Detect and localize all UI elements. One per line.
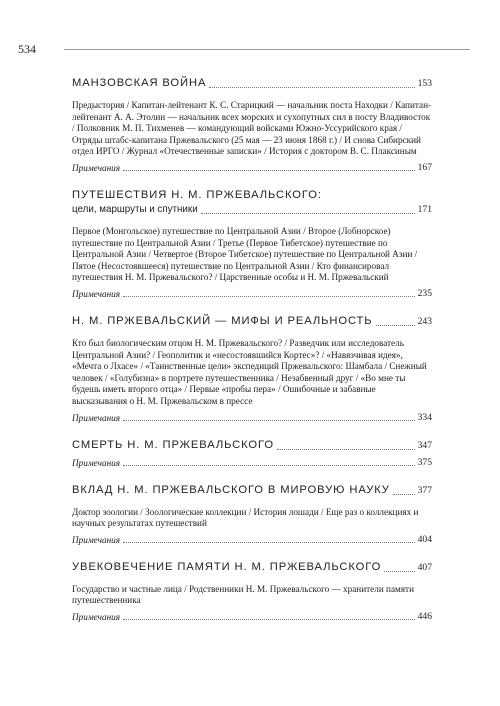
page-number: 534 <box>18 42 36 56</box>
toc-section <box>72 438 432 469</box>
notes-label: Примечания <box>72 412 121 423</box>
section-title: МАНЗОВСКАЯ ВОЙНА <box>72 77 207 89</box>
section-description: Доктор зоологии / Зоологические коллекции / История лошади / Еще раз о коллекциях и научных результатах путешествий <box>72 506 419 529</box>
notes-row <box>72 611 432 623</box>
section-page: 347 <box>417 439 432 451</box>
section-title: СМЕРТЬ Н. М. ПРЖЕВАЛЬСКОГО <box>72 438 274 451</box>
section-description: Первое (Монгольское) путешествие по Центральной Азии / Второе (Лобнорское) путешествие по Центральной Азии / Третье (Первое Тибетское) путешествие по Центральной Азии / Четвертое (Второе Тибетское) путешествие по Центральной Азии / Пятое (Несостоявшееся) путешествие по Центральной Азии / Кто финансировал путешествия Н. М. Пржевальского? / Царственные особы и Н. М. Пржевальский <box>72 225 418 283</box>
section-title: ВКЛАД Н. М. ПРЖЕВАЛЬСКОГО В МИРОВУЮ НАУКУ <box>72 483 390 496</box>
notes-row <box>72 534 432 546</box>
dot-leader <box>123 465 415 466</box>
notes-page: 235 <box>417 287 432 299</box>
section-title: ПУТЕШЕСТВИЯ Н. М. ПРЖЕВАЛЬСКОГО: <box>72 188 322 201</box>
dot-leader <box>393 494 415 495</box>
notes-page: 167 <box>417 161 432 173</box>
toc-section <box>72 76 432 174</box>
section-description: Предыстория / Капитан-лейтенант К. С. Старицкий — начальник поста Находки / Капитан-лейтенант А. А. Этолин — начальник всех морских и сухопутных сил в посту Владивосток / Полковник М. П. Тихменев — командующий войсками Южно-Уссурийского края / Отряды штабс-капитана Пржевальского (25 мая — 23 июня 1868 г.) / И снова Сибирский отдел ИРГО / Журнал «Отечественные записки» / История с доктором В. С. Плаксиным <box>72 100 432 157</box>
section-description: Государство и частные лица / Родственники Н. М. Пржевальского — хранители памяти путешественника <box>72 583 414 606</box>
notes-page: 404 <box>417 533 432 545</box>
section-heading <box>72 203 432 217</box>
notes-page: 446 <box>417 610 432 622</box>
dot-leader <box>123 296 415 297</box>
dot-leader <box>201 213 415 214</box>
notes-row <box>72 288 432 300</box>
dot-leader <box>123 420 415 421</box>
section-page: 407 <box>417 561 432 573</box>
section-heading <box>72 76 432 91</box>
dot-leader <box>376 325 415 326</box>
section-heading <box>72 560 432 575</box>
toc-section <box>72 483 432 546</box>
toc-section <box>72 560 432 623</box>
section-heading <box>72 314 432 329</box>
section-title: Н. М. ПРЖЕВАЛЬСКИЙ — МИФЫ И РЕАЛЬНОСТЬ <box>72 314 373 327</box>
notes-page: 375 <box>417 456 432 468</box>
dot-leader <box>277 449 415 450</box>
toc-section <box>72 188 432 300</box>
section-page: 153 <box>417 78 432 89</box>
dot-leader <box>384 571 414 572</box>
notes-page: 334 <box>417 411 432 423</box>
section-heading <box>72 483 432 498</box>
top-rule <box>64 49 470 50</box>
notes-label: Примечания <box>72 288 121 299</box>
table-of-contents <box>72 76 432 637</box>
notes-label: Примечания <box>72 611 121 622</box>
dot-leader <box>209 87 414 88</box>
section-page: 377 <box>417 484 432 496</box>
notes-label: Примечания <box>72 162 121 173</box>
notes-row <box>72 412 432 424</box>
notes-row <box>72 162 432 174</box>
dot-leader <box>123 619 415 620</box>
dot-leader <box>123 542 415 543</box>
section-page: 171 <box>417 203 432 215</box>
section-description: Кто был биологическим отцом Н. М. Пржевальского? / Разведчик или исследователь Центральной Азии? / Геополитик и «несостоявшийся Кортес»? / «Навязчивая идея», «Мечта о Лхасе» / «Таинственные цели» экспедиций Пржевальского: Шамбала / Снежный человек / «Голубизна» в портрете путешественника / Незабвенный друг / «Во мне ты будешь иметь второго отца» / Первые «пробы пера» / Ошибочные и забавные высказывания о Н. М. Пржевальском в прессе <box>72 337 427 406</box>
dot-leader <box>123 170 415 171</box>
section-title: УВЕКОВЕЧЕНИЕ ПАМЯТИ Н. М. ПРЖЕВАЛЬСКОГО <box>72 560 382 573</box>
notes-label: Примечания <box>72 534 121 545</box>
notes-row <box>72 457 432 469</box>
section-heading <box>72 438 432 453</box>
section-page: 243 <box>417 315 432 327</box>
notes-label: Примечания <box>72 457 121 468</box>
toc-section <box>72 314 432 424</box>
section-subtitle: цели, маршруты и спутники <box>72 203 198 215</box>
